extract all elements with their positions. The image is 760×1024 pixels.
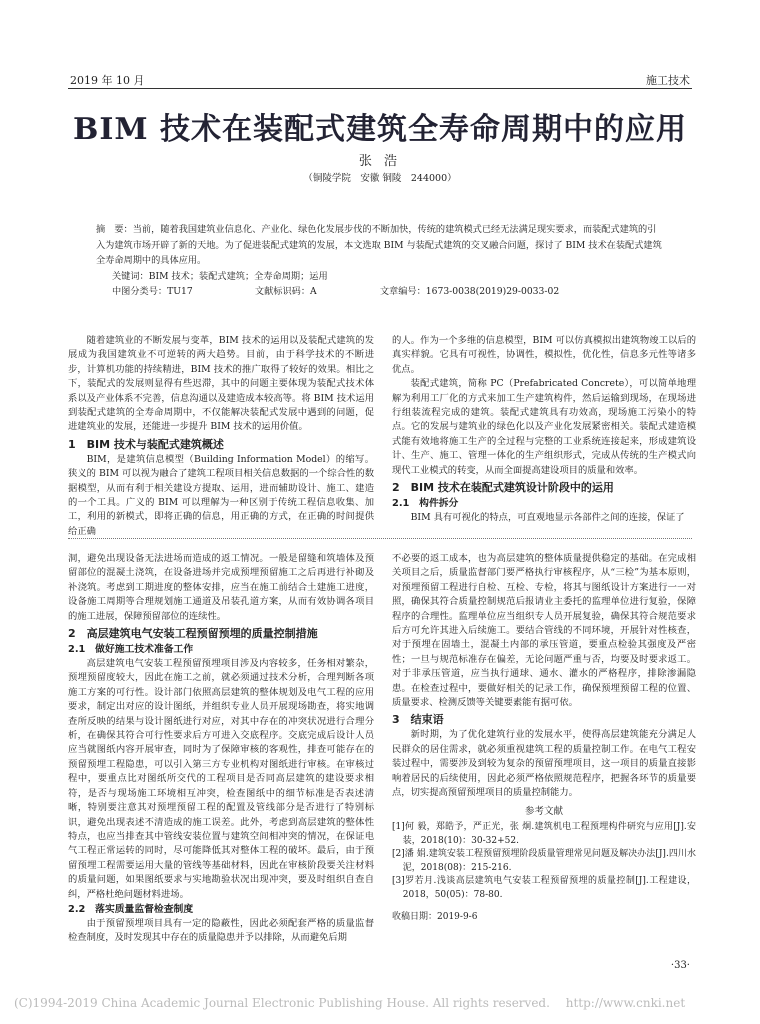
body-column-3 (68, 552, 374, 946)
references-heading: 参考文献 (524, 805, 563, 817)
section-heading: 3 结束语 (392, 713, 444, 727)
article-separator (68, 538, 692, 539)
body-column-2 (392, 334, 696, 525)
received-date: 收稿日期：2019-9-6 (392, 912, 478, 923)
keywords: 关键词：BIM 技术；装配式建筑；全寿命周期；运用 (112, 271, 328, 282)
subsection-heading: 2.1 构件拆分 (392, 498, 459, 510)
paragraph: 不必要的返工成本，也为高层建筑的整体质量提供稳定的基础。在完成相关项目之后，质量监督部门要严格执行审核程序，从“三检”为基本原则，对预埋预留工程进行自检、互检、专检，将其与图纸设计方案进行一一对照，确保其符合质量控制规范后报请业主委托的监理单位进行复验，保障程序的合理性。监理单位应当组织专人员开展复验，确保其符合规范要求后方可允许其进入后续施工。要结合管线的不同环境，开展针对性核查，对于预埋在固墙土，混凝土内部的承压管道，要重点检验其强度及严密性；一旦与规范标准存在偏差，无论问题严重与否，均要及时要求返工。对于非承压管道，应当执行通球、通水、灌水的严格程序，排除渗漏隐患。在检查过程中，要做好相关的记录工作，确保预埋预留工程的位置、质量要求、检测反馈等关键要素能有据可依。 (392, 553, 696, 709)
column-4-text (392, 552, 696, 801)
classification-line (112, 283, 559, 297)
section-heading: 2 BIM 技术在装配式建筑设计阶段中的运用 (392, 481, 614, 495)
subsection-heading: 2.2 落实质量监督检查制度 (68, 903, 194, 915)
paragraph: 装配式建筑，简称 PC（Prefabricated Concrete），可以简单地理解为利用工厂化的方式来加工生产建筑构件，然后运输到现场，在现场进行组装流程完成的建筑。装配式建筑具有功效高，现场施工污染小的特点。它的发展与建筑业的绿色化以及产业化发展紧密相关。装配式建造模式能有效地将施工生产的全过程与完整的工业系统连接起来，形成建筑设计、生产、施工、管理一体化的生产组织形式，完成从传统的生产模式向现代工业模式的转变，从而全面提高建设项目的质量和效率。 (392, 378, 696, 476)
article-title: BIM 技术在装配式建筑全寿命周期中的应用 (72, 112, 688, 147)
journal-section: 施工技术 (646, 74, 690, 87)
reference-item: [3]罗若月.浅谈高层建筑电气安装工程预留预埋的质量控制[J].工程建设，2018，50(05)：78-80. (392, 876, 696, 900)
body-column-4 (392, 552, 696, 925)
header-rule (68, 88, 692, 89)
reference-item: [1]何 毅，郑皓予，严正光，张 炯.建筑机电工程预埋构件研究与应用[J].安装，2018(10)：30-32+52. (392, 821, 696, 846)
paragraph: 的人。作为一个多维的信息模型，BIM 可以仿真模拟出建筑物竣工以后的真实样貌。它具有可视性，协调性，模拟性，优化性，信息多元性等诸多优点。 (392, 335, 696, 375)
paragraph: BIM 具有可视化的特点，可直观地显示各部件之间的连接，保证了 (410, 512, 685, 524)
reference-list (392, 821, 696, 903)
body-column-1 (68, 334, 374, 539)
reference-item: [2]潘 娟.建筑安装工程预留预埋阶段质量管理常见问题及解决办法[J].四川水泥，2018(08)：215-216. (392, 849, 696, 873)
article-number: 文章编号：1673-0038(2019)29-0033-02 (379, 286, 560, 297)
clc-number: 中图分类号：TU17 (112, 286, 193, 297)
paragraph: 洞，避免出现设备无法进场而造成的返工情况。一般是留缝和筑墙体及预留部位的混凝土浇筑，在设备进场并完成预埋预留施工之后再进行补砌及补浇筑。考虑到工期进度的整体安排，应当在施工前结合土建施工进度，设备施工周期等合理规划施工通道及吊装孔道方案，从而有效协调各项目的施工进展，保障预留部位的连续性。 (68, 553, 374, 622)
section-heading: 1 BIM 技术与装配式建筑概述 (68, 437, 224, 451)
subsection-heading: 2.1 做好施工技术准备工作 (68, 644, 194, 656)
paragraph: 新时期，为了优化建筑行业的发展水平，使得高层建筑能充分满足人民群众的居住需求，就必须重视建筑工程的质量控制工作。在电气工程安装过程中，需要涉及到较为复杂的预留预埋项目，这一项目的质量直接影响着居民的后续使用，因此必须严格依照规范程序，把握各环节的质量要点，切实提高预留预埋项目的质量控制能力。 (392, 729, 696, 799)
journal-date: 2019 年 10 月 (70, 74, 145, 87)
paragraph: 由于预留预埋项目具有一定的隐蔽性，因此必须配套严格的质量监督检查制度，及时发现其中存在的质量隐患并予以排除，从而避免后期 (68, 917, 374, 944)
paragraph: BIM，是建筑信息模型（Building Information Model）的缩写。狭义的 BIM 可以视为融合了建筑工程项目相关信息数据的一个综合性的数据模型，从而有利于相关建设方提取、运用，进而辅助设计、施工、建造的一个工具。广义的 BIM 可以理解为一种区别于传统工程信息收集、加工，利用的新模式，即将正确的信息，用正确的方式，在正确的时间提供给正确 (68, 453, 374, 537)
author: 张 浩 (358, 154, 402, 169)
paragraph: 高层建筑电气安装工程预留预埋项目涉及内容较多，任务相对繁杂，预埋预留度较大，因此在施工之前，就必须通过技术分析，合理判断各项施工方案的可行性。设计部门依照高层建筑的整体规划及电气工程的应用要求，制定出对应的设计图纸，并组织专业人员开展现场勘查，将实地调查所反映的结果与设计图纸进行对应，对其中存在的冲突状况进行合理分析，在确保其符合可行性要求后方可进入交底程序。交底完成后设计人员应当就图纸内容开展审查，同时为了保障审核的客观性，排查可能存在的预留预埋工程隐患，可以引入第三方专业机构对图纸进行审核。在审核过程中，要重点比对图纸所交代的工程项目是否同高层建筑的建设要求相符，是否与现场施工环境相互冲突，检查图纸中的细节标准是否表述清晰，特别要注意其对预埋预留工程的配置及管线部分是否进行了特别标识，避免出现表述不清造成的施工误差。此外，考虑到高层建筑的整体性特点，也应当排查其中管线安装位置与建筑空间相冲突的情况，在保证电气工程正常运转的同时，尽可能降低其对整体工程的破坏。最后，由于预留预埋工程需要运用大量的管线等基础材料，因此在审核阶段要关注材料的质量问题，如果图纸要求与实地勘验状况出现冲突，要及时组织自查自纠，严格杜绝问题材料进场。 (68, 658, 374, 900)
section-heading: 2 高层建筑电气安装工程预留预埋的质量控制措施 (68, 627, 318, 641)
paragraph: 随着建筑业的不断发展与变革，BIM 技术的运用以及装配式建筑的发展成为我国建筑业不可逆转的两大趋势。目前，由于科学技术的不断进步，计算机功能的持续精进，BIM 技术的推广取得了较好的效果。相比之下，装配式的发展则显得有些迟滞，其中的问题主要体现为装配式技术体系以及产业体系不完善，信息沟通以及建造成本较高等。将 BIM 技术运用到装配式建筑的全寿命周期中，不仅能解决装配式发展中遇到的问题，促进建筑业的发展，还能进一步提升 BIM 技术的运用价值。 (68, 335, 374, 433)
affiliation: （铜陵学院 安徽 铜陵 244000） (303, 173, 457, 184)
document-code: 文献标识码：A (254, 286, 317, 297)
page-number: ·33· (670, 960, 690, 971)
abstract: 摘 要：当前，随着我国建筑业信息化、产业化、绿色化发展步伐的不断加快，传统的建筑模式已经无法满足现实要求，而装配式建筑的引入为建筑市场开辟了新的天地。为了促进装配式建筑的发展，本文选取 BIM 与装配式建筑的交叉融合问题，探讨了 BIM 技术在装配式建筑全寿命周期中的具体应用。 (96, 224, 662, 267)
copyright-watermark: (C)1994-2019 China Academic Journal Electronic Publishing House. All rights reserved. http://www.cnki.net (14, 996, 686, 1010)
